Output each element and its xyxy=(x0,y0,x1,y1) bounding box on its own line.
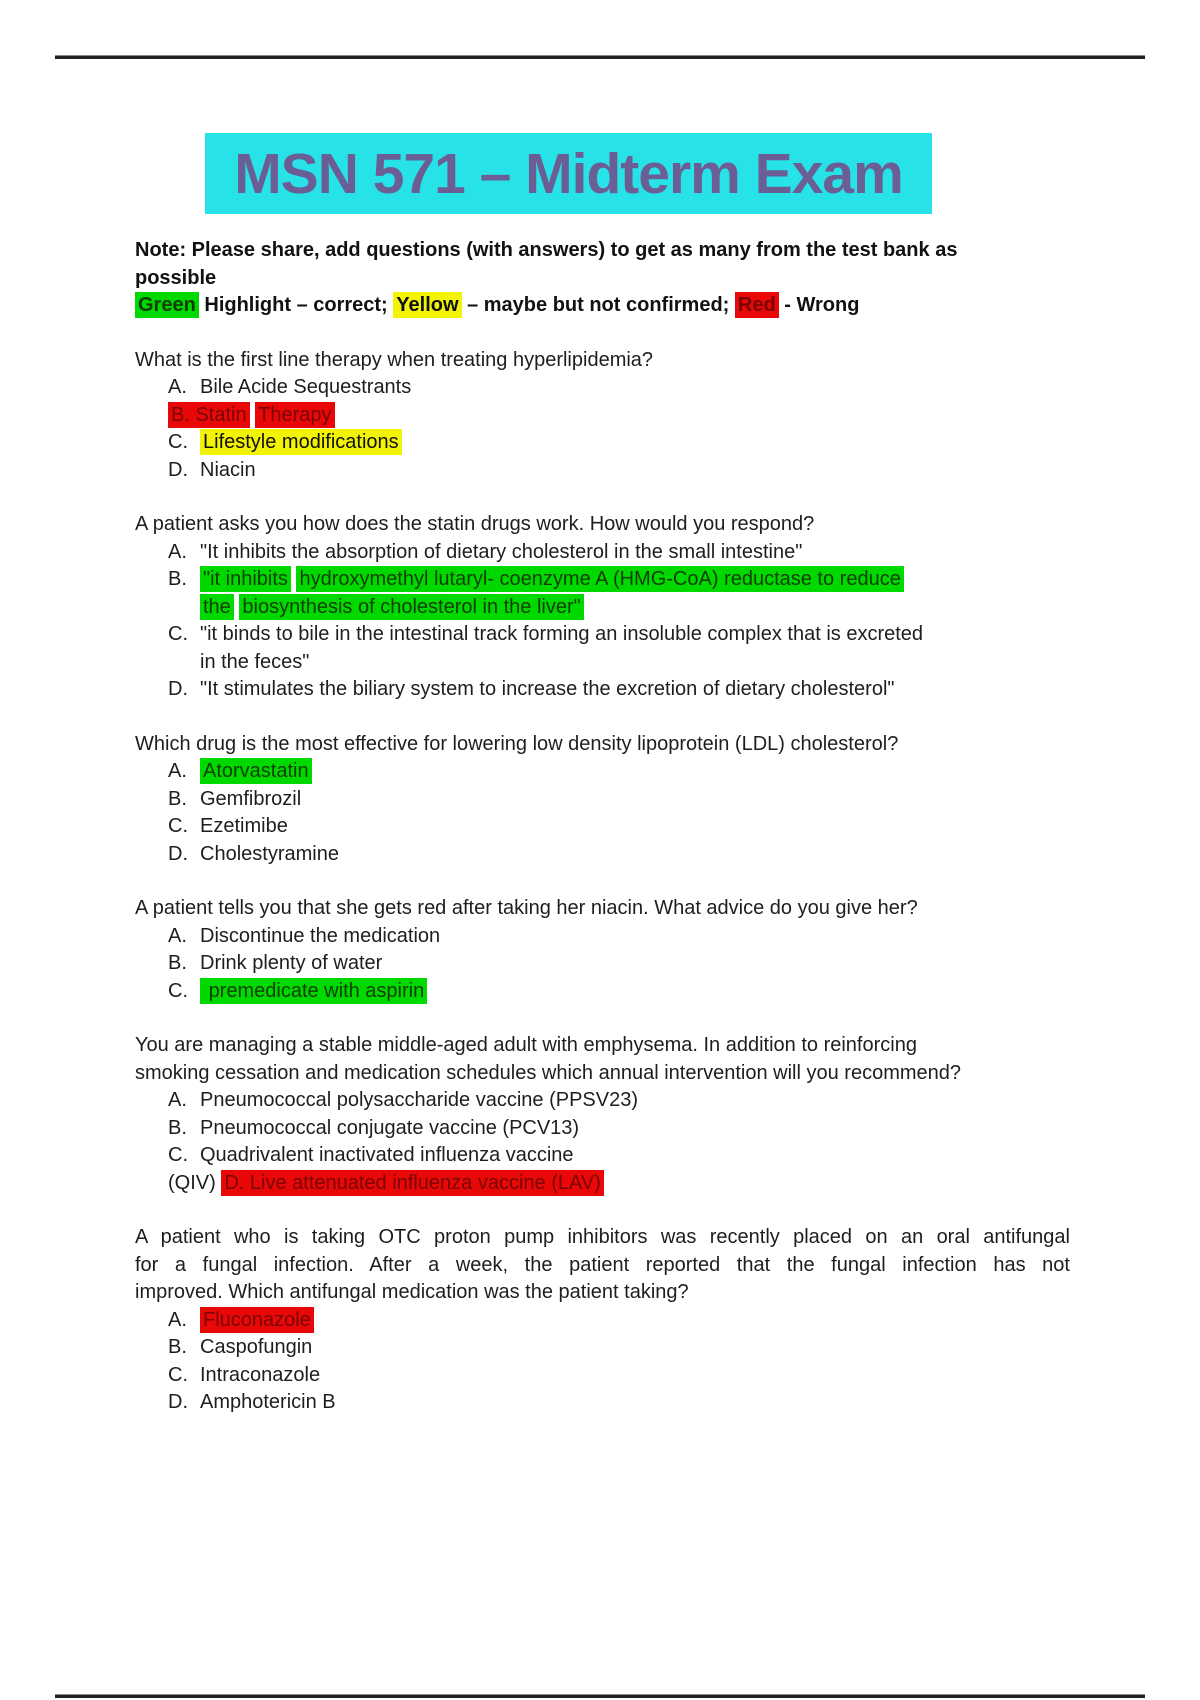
option-text xyxy=(200,841,1070,869)
text-segment: Discontinue the medication xyxy=(200,924,441,947)
text-segment: Highlight – correct; xyxy=(198,294,394,316)
text-segment: "It stimulates the biliary system to increase the excretion of dietary cholesterol" xyxy=(200,678,895,700)
question-text xyxy=(135,895,1070,923)
question-line: What is the first line therapy when treating hyperlipidemia? xyxy=(135,348,654,371)
option-row xyxy=(135,676,1070,704)
option-text xyxy=(200,758,1070,786)
text-segment: B. Statin xyxy=(168,402,250,428)
option-row xyxy=(135,621,1070,676)
text-segment: Bile Acide Sequestrants xyxy=(200,376,412,398)
text-segment: Yellow xyxy=(393,292,461,318)
option-letter: B. xyxy=(168,787,187,810)
bottom-horizontal-rule xyxy=(55,1694,1145,1698)
option-row xyxy=(135,923,1070,951)
top-horizontal-rule xyxy=(55,55,1145,59)
option-row xyxy=(135,1389,1070,1417)
option-row xyxy=(135,1142,1070,1170)
text-segment: Fluconazole xyxy=(200,1307,314,1333)
option-text xyxy=(200,1087,1070,1115)
option-letter: A. xyxy=(168,760,187,782)
option-letter: C. xyxy=(168,979,188,1002)
text-segment: Quadrivalent inactivated influenza vaccine xyxy=(200,1144,574,1166)
option-text xyxy=(200,374,1070,402)
questions-list xyxy=(135,347,1070,1417)
text-segment: Pneumococcal conjugate vaccine (PCV13) xyxy=(200,1116,580,1139)
option-letter: D. xyxy=(168,842,188,865)
option-letter: C. xyxy=(168,431,188,453)
option-letter: C. xyxy=(168,1144,188,1166)
text-segment: premedicate with aspirin xyxy=(200,978,427,1004)
option-letter: D. xyxy=(168,458,188,481)
highlight-legend xyxy=(135,292,1070,320)
option-text xyxy=(200,566,1070,594)
question-text xyxy=(135,1224,1070,1307)
option-row xyxy=(135,1115,1070,1143)
option-text xyxy=(200,1334,1070,1362)
option-letter: A. xyxy=(168,376,187,398)
question-line: improved. Which antifungal medication was the patient taking? xyxy=(135,1281,689,1303)
option-text xyxy=(200,1142,1070,1170)
text-segment: (QIV) xyxy=(168,1171,222,1194)
question-block xyxy=(135,1032,1070,1197)
question-text xyxy=(135,347,1070,375)
note-line: Note: Please share, add questions (with answers) to get as many from the test bank as xyxy=(135,239,958,261)
option-letter: C. xyxy=(168,1363,188,1386)
text-segment: "It inhibits the absorption of dietary cholesterol in the small intestine" xyxy=(200,540,803,563)
text-segment: Gemfibrozil xyxy=(200,787,302,810)
question-line: Which drug is the most effective for lowering low density lipoprotein (LDL) cholesterol? xyxy=(135,732,899,755)
question-text xyxy=(135,731,1070,759)
text-segment: – maybe but not confirmed; xyxy=(461,294,735,316)
option-row xyxy=(135,1334,1070,1362)
text-segment: Lifestyle modifications xyxy=(200,429,402,455)
option-row xyxy=(135,457,1070,485)
option-text xyxy=(200,621,1070,649)
question-line: You are managing a stable middle-aged adult with emphysema. In addition to reinforcing xyxy=(135,1034,917,1056)
option-letter: B. xyxy=(168,1116,187,1139)
text-segment: Intraconazole xyxy=(200,1363,321,1386)
option-letter: B. xyxy=(168,1336,187,1358)
note-line: possible xyxy=(135,266,217,289)
option-row xyxy=(135,1362,1070,1390)
option-text xyxy=(200,457,1070,485)
option-text xyxy=(200,786,1070,814)
option-text xyxy=(200,1389,1070,1417)
option-letter: A. xyxy=(168,924,187,947)
option-row xyxy=(135,950,1070,978)
text-segment: Pneumococcal polysaccharide vaccine (PPSV23) xyxy=(200,1089,638,1111)
text-segment: "it binds to bile in the intestinal track forming an insoluble complex that is excreted xyxy=(200,623,924,645)
text-segment: Cholestyramine xyxy=(200,842,339,865)
option-row xyxy=(135,539,1070,567)
option-row xyxy=(135,566,1070,621)
question-block xyxy=(135,895,1070,1005)
text-segment: hydroxymethyl lutaryl- coenzyme A (HMG-CoA) reductase to reduce xyxy=(296,566,903,592)
option-text xyxy=(200,1115,1070,1143)
text-segment: "it inhibits xyxy=(200,566,291,592)
option-letter: A. xyxy=(168,1308,187,1331)
question-line: A patient who is taking OTC proton pump inhibitors was recently placed on an oral antifungal xyxy=(135,1226,1070,1248)
option-letter: D. xyxy=(168,678,188,700)
option-row xyxy=(135,1170,1070,1198)
option-text xyxy=(200,1307,1070,1335)
text-segment: D. Live attenuated influenza vaccine (LAV) xyxy=(221,1170,604,1196)
question-block xyxy=(135,1224,1070,1417)
option-row xyxy=(135,1307,1070,1335)
text-segment: Caspofungin xyxy=(200,1336,313,1358)
option-row xyxy=(135,813,1070,841)
question-block xyxy=(135,347,1070,485)
option-text xyxy=(200,978,1070,1006)
text-segment: - Wrong xyxy=(778,294,860,316)
option-text xyxy=(200,950,1070,978)
title-highlight-box xyxy=(205,133,932,214)
question-line: for a fungal infection. After a week, the patient reported that the fungal infection has not xyxy=(135,1253,1070,1276)
page-title: MSN 571 – Midterm Exam xyxy=(234,141,903,206)
text-segment: Green xyxy=(135,292,199,318)
option-text xyxy=(200,1362,1070,1390)
option-letter: A. xyxy=(168,540,187,563)
question-block xyxy=(135,731,1070,869)
text-segment: biosynthesis of cholesterol in the liver" xyxy=(239,594,583,620)
option-text xyxy=(200,923,1070,951)
option-row xyxy=(135,402,1070,430)
option-letter: C. xyxy=(168,815,188,837)
document-content xyxy=(135,237,1070,1417)
option-row xyxy=(135,758,1070,786)
question-line: A patient asks you how does the statin drugs work. How would you respond? xyxy=(135,513,815,535)
text-segment: the xyxy=(200,594,234,620)
option-text xyxy=(200,429,1070,457)
option-text xyxy=(168,1170,1070,1198)
option-text xyxy=(200,813,1070,841)
option-text xyxy=(200,594,1070,622)
text-segment: Therapy xyxy=(255,402,334,428)
option-text xyxy=(200,676,1070,704)
option-row xyxy=(135,786,1070,814)
text-segment: Red xyxy=(735,292,779,318)
text-segment: in the feces" xyxy=(200,650,310,673)
option-row xyxy=(135,841,1070,869)
option-letter: A. xyxy=(168,1089,187,1111)
option-text xyxy=(168,402,1070,430)
option-text xyxy=(200,649,1070,677)
text-segment: Drink plenty of water xyxy=(200,952,383,974)
text-segment: Atorvastatin xyxy=(200,758,312,784)
option-letter: C. xyxy=(168,623,188,645)
text-segment: Niacin xyxy=(200,458,256,481)
option-text xyxy=(200,539,1070,567)
option-row xyxy=(135,374,1070,402)
option-letter: B. xyxy=(168,568,187,590)
option-row xyxy=(135,978,1070,1006)
note-paragraph xyxy=(135,237,1070,292)
option-letter: B. xyxy=(168,952,187,974)
option-row xyxy=(135,1087,1070,1115)
text-segment: Amphotericin B xyxy=(200,1391,336,1413)
question-text xyxy=(135,1032,1070,1087)
question-block xyxy=(135,511,1070,704)
text-segment: Ezetimibe xyxy=(200,815,288,837)
option-row xyxy=(135,429,1070,457)
question-line: A patient tells you that she gets red after taking her niacin. What advice do you give her? xyxy=(135,897,918,919)
option-letter: D. xyxy=(168,1391,188,1413)
question-text xyxy=(135,511,1070,539)
question-line: smoking cessation and medication schedules which annual intervention will you recommend? xyxy=(135,1061,962,1084)
